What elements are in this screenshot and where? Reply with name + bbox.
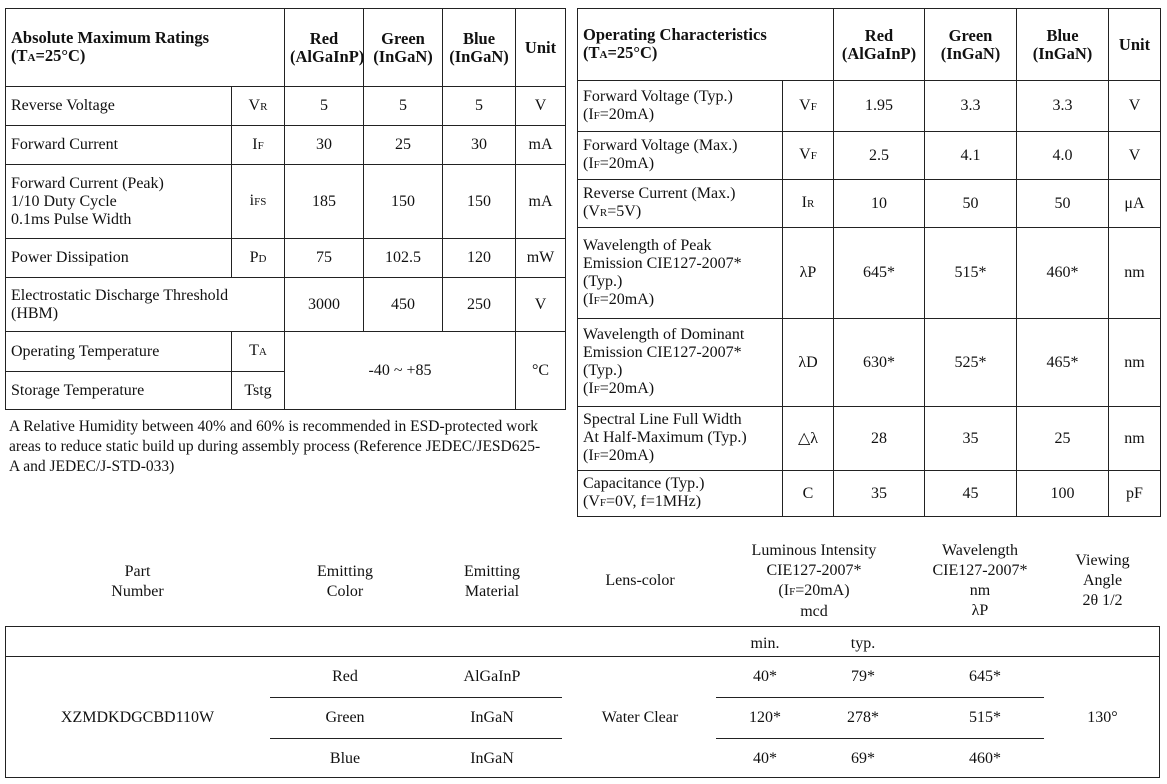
amr-blue: 30: [443, 126, 516, 165]
part-row-divider: [716, 738, 1044, 739]
part-row-divider: [270, 738, 562, 739]
header-lens-color: Lens-color: [605, 572, 675, 589]
amr-col-red: Red (AlGaInP): [285, 9, 364, 87]
oc-blue: 25: [1017, 407, 1109, 471]
oc-param: Wavelength of Dominant Emission CIE127-2007* (Typ.) (IF=20mA): [578, 319, 783, 407]
emitting-material: AlGaInP: [463, 668, 521, 685]
amr-col-blue: Blue (InGaN): [443, 9, 516, 87]
amr-red: 185: [285, 165, 364, 239]
oc-param: Wavelength of Peak Emission CIE127-2007* (Typ.) (IF=20mA): [578, 228, 783, 319]
amr-blue: 250: [443, 278, 516, 332]
amr-green: 450: [364, 278, 443, 332]
luminous-min: 40*: [753, 750, 777, 767]
emitting-color: Blue: [329, 750, 361, 767]
oc-blue: 465*: [1017, 319, 1109, 407]
amr-red: 75: [285, 239, 364, 278]
luminous-typ: 278*: [847, 709, 879, 726]
amr-green: 150: [364, 165, 443, 239]
oc-unit: pF: [1109, 471, 1161, 517]
min-subheader: min.: [750, 635, 780, 652]
wavelength-value: 515*: [969, 709, 1001, 726]
amr-unit: mA: [516, 126, 566, 165]
header-part-number: Part Number: [111, 563, 164, 600]
oc-unit: μA: [1109, 180, 1161, 228]
part-row-divider: [716, 697, 1044, 698]
amr-temp-unit: °C: [516, 332, 566, 410]
amr-green: 25: [364, 126, 443, 165]
emitting-color: Red: [332, 668, 358, 685]
amr-param: Forward Current: [6, 126, 232, 165]
amr-title: Absolute Maximum Ratings: [11, 27, 210, 47]
oc-title: Operating Characteristics: [583, 24, 767, 44]
oc-unit: nm: [1109, 228, 1161, 319]
oc-red: 10: [834, 180, 925, 228]
header-viewing-angle: Viewing Angle 2θ 1/2: [1075, 552, 1130, 609]
esd-note: A Relative Humidity between 40% and 60% is recommended in ESD-protected work areas to reduce static build up during assembly process (Reference JEDEC/JESD625-A and JEDEC/J-STD-033): [9, 418, 541, 475]
typ-subheader: typ.: [850, 635, 876, 652]
amr-unit: V: [516, 278, 566, 332]
oc-unit: nm: [1109, 319, 1161, 407]
amr-col-green: Green (InGaN): [364, 9, 443, 87]
oc-red: 1.95: [834, 81, 925, 132]
emitting-material: InGaN: [470, 750, 514, 767]
emitting-color: Green: [325, 709, 365, 726]
amr-symbol: Tstg: [232, 372, 285, 410]
oc-green: 35: [925, 407, 1017, 471]
absolute-max-ratings-table: [5, 8, 566, 410]
amr-param: Power Dissipation: [6, 239, 232, 278]
oc-param: Reverse Current (Max.) (VR=5V): [578, 180, 783, 228]
amr-red: 5: [285, 87, 364, 126]
amr-temp-range: -40 ~ +85: [285, 332, 516, 410]
oc-red: 2.5: [834, 132, 925, 180]
oc-col-unit: Unit: [1109, 9, 1161, 81]
amr-col-unit: Unit: [516, 9, 566, 87]
amr-green: 5: [364, 87, 443, 126]
oc-title-cell: [578, 9, 834, 81]
oc-condition: (TA=25°C): [583, 42, 658, 62]
oc-unit: V: [1109, 81, 1161, 132]
oc-symbol: △λ: [783, 407, 834, 471]
amr-symbol: iFS: [232, 165, 285, 239]
oc-symbol: C: [783, 471, 834, 517]
oc-unit: V: [1109, 132, 1161, 180]
amr-symbol: TA: [232, 332, 285, 372]
oc-green: 525*: [925, 319, 1017, 407]
viewing-angle-value: 130°: [1087, 709, 1118, 726]
part-header-divider: [5, 656, 1160, 657]
amr-symbol: VR: [232, 87, 285, 126]
amr-title-cell: [6, 9, 285, 87]
header-emitting-material: Emitting Material: [464, 563, 520, 600]
oc-symbol: VF: [783, 81, 834, 132]
oc-col-green: Green (InGaN): [925, 9, 1017, 81]
header-luminous-intensity: Luminous Intensity CIE127-2007* (IF=20mA) mcd: [751, 542, 877, 620]
amr-symbol: PD: [232, 239, 285, 278]
wavelength-value: 645*: [969, 668, 1001, 685]
luminous-typ: 79*: [851, 668, 875, 685]
amr-param: Operating Temperature: [6, 332, 232, 372]
wavelength-value: 460*: [969, 750, 1001, 767]
oc-col-blue: Blue (InGaN): [1017, 9, 1109, 81]
oc-blue: 50: [1017, 180, 1109, 228]
oc-symbol: λD: [783, 319, 834, 407]
oc-param: Capacitance (Typ.) (VF=0V, f=1MHz): [578, 471, 783, 517]
amr-param: Reverse Voltage: [6, 87, 232, 126]
amr-blue: 150: [443, 165, 516, 239]
luminous-typ: 69*: [851, 750, 875, 767]
oc-symbol: VF: [783, 132, 834, 180]
oc-unit: nm: [1109, 407, 1161, 471]
operating-characteristics-table: [577, 8, 1161, 517]
oc-blue: 100: [1017, 471, 1109, 517]
amr-unit: mA: [516, 165, 566, 239]
oc-red: 645*: [834, 228, 925, 319]
oc-param: Spectral Line Full Width At Half-Maximum (Typ.) (IF=20mA): [578, 407, 783, 471]
oc-param: Forward Voltage (Max.) (IF=20mA): [578, 132, 783, 180]
oc-red: 35: [834, 471, 925, 517]
oc-green: 3.3: [925, 81, 1017, 132]
amr-unit: V: [516, 87, 566, 126]
amr-red: 3000: [285, 278, 364, 332]
oc-red: 28: [834, 407, 925, 471]
amr-param: Forward Current (Peak) 1/10 Duty Cycle 0.1ms Pulse Width: [6, 165, 232, 239]
amr-blue: 5: [443, 87, 516, 126]
amr-green: 102.5: [364, 239, 443, 278]
oc-symbol: IR: [783, 180, 834, 228]
luminous-min: 40*: [753, 668, 777, 685]
amr-condition: (TA=25°C): [11, 45, 86, 65]
oc-blue: 3.3: [1017, 81, 1109, 132]
amr-red: 30: [285, 126, 364, 165]
oc-green: 50: [925, 180, 1017, 228]
header-wavelength: Wavelength CIE127-2007* nm λP: [932, 542, 1028, 619]
amr-blue: 120: [443, 239, 516, 278]
oc-blue: 460*: [1017, 228, 1109, 319]
oc-red: 630*: [834, 319, 925, 407]
amr-symbol: IF: [232, 126, 285, 165]
oc-symbol: λP: [783, 228, 834, 319]
amr-param: Storage Temperature: [6, 372, 232, 410]
amr-unit: mW: [516, 239, 566, 278]
emitting-material: InGaN: [470, 709, 514, 726]
oc-col-red: Red (AlGaInP): [834, 9, 925, 81]
luminous-min: 120*: [749, 709, 781, 726]
oc-green: 515*: [925, 228, 1017, 319]
part-number: XZMDKDGCBD110W: [60, 709, 215, 726]
amr-param: Electrostatic Discharge Threshold (HBM): [6, 278, 285, 332]
oc-blue: 4.0: [1017, 132, 1109, 180]
part-row-divider: [270, 697, 562, 698]
oc-green: 45: [925, 471, 1017, 517]
lens-color-value: Water Clear: [601, 709, 679, 726]
oc-param: Forward Voltage (Typ.) (IF=20mA): [578, 81, 783, 132]
oc-green: 4.1: [925, 132, 1017, 180]
header-emitting-color: Emitting Color: [317, 563, 373, 600]
